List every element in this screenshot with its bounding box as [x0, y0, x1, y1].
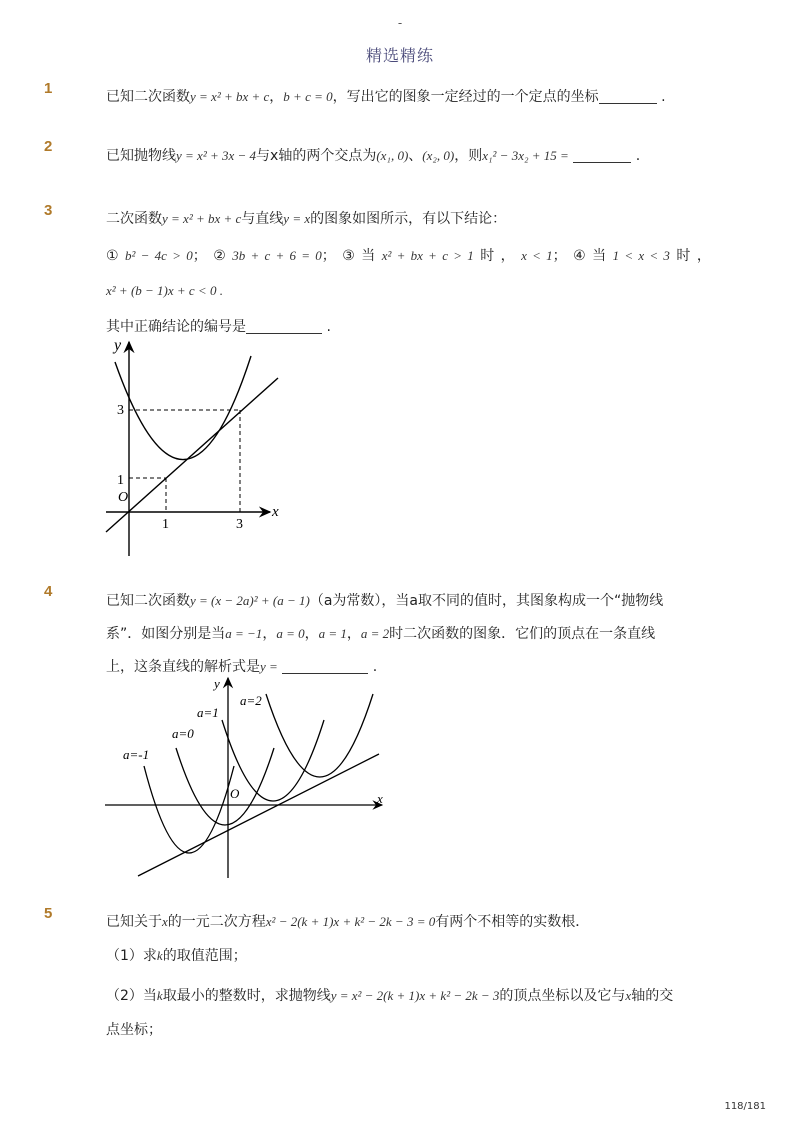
- q4-comma-2: ，: [304, 626, 319, 642]
- q3-line-y-equals-x: [106, 378, 278, 532]
- q4-value-a-2: a = 2: [360, 626, 390, 641]
- q3-conclusion-3-result: x < 1: [521, 248, 553, 263]
- q3-tick-y-1: 1: [117, 473, 124, 488]
- q2-text-a: 已知抛物线: [106, 148, 176, 164]
- q4-text-b: （a为常数），当a取不同的值时，其图象构成一个“抛物线: [309, 593, 664, 609]
- question-number-2: 2: [44, 138, 53, 155]
- q4-value-a-0: a = 0: [276, 626, 305, 641]
- q3-text-c: 的图象如图所示，有以下结论：: [310, 211, 507, 227]
- q3-when-1: 当: [361, 248, 376, 264]
- q3-time-2: 时: [676, 248, 691, 264]
- q5-part2-prefix: （2）当: [106, 988, 157, 1004]
- q2-text-c: ，则: [454, 148, 483, 164]
- q3-formula-parabola: y = x² + bx + c: [162, 211, 242, 226]
- q3-sep-1: ；: [192, 248, 207, 264]
- q3-period: .: [326, 319, 331, 335]
- q4-period: .: [372, 659, 378, 675]
- q3-sep-3: ；: [552, 248, 567, 264]
- q3-y-label: y: [114, 337, 122, 354]
- page-number: 118/181: [724, 1101, 766, 1112]
- q2-text-b: 与x轴的两个交点为: [256, 148, 377, 164]
- q1-comma: ，: [269, 89, 284, 105]
- question-5-line-4: 点坐标；: [106, 1022, 162, 1038]
- question-3-line-1: [106, 208, 506, 228]
- q4-label-a-0: a=0: [172, 726, 194, 741]
- q3-tick-y-3: 3: [117, 403, 124, 418]
- q5-variable-x-2: x: [625, 988, 632, 1003]
- q1-period: .: [661, 89, 666, 105]
- question-4-line-2: [106, 623, 655, 643]
- q3-circled-4: ④: [573, 248, 586, 264]
- question-3-line-4: [106, 316, 331, 336]
- q3-conclusion-3-condition: x² + bx + c > 1: [381, 248, 474, 263]
- question-1-text: [106, 86, 666, 106]
- q4-x-label: x: [377, 791, 383, 806]
- q3-text-b: 与直线: [241, 211, 284, 227]
- q5-part2-text-b: 的顶点坐标以及它与: [499, 988, 626, 1004]
- q3-parabola: [115, 356, 251, 460]
- q3-formula-line: y = x: [283, 211, 311, 226]
- page-title: 精选精练: [365, 46, 434, 65]
- q5-variable-k-2: k: [156, 988, 163, 1003]
- q4-text-e: 上，这条直线的解析式是: [106, 659, 260, 675]
- q4-text-a: 已知二次函数: [106, 593, 190, 609]
- question-5-line-1: [106, 911, 589, 931]
- question-number-3: 3: [44, 202, 53, 219]
- question-2-text: [106, 145, 640, 165]
- q4-formula-function: y = (x − 2a)² + (a − 1): [190, 593, 310, 608]
- q3-x-label: x: [272, 504, 279, 520]
- q1-text-a: 已知二次函数: [106, 89, 190, 105]
- q3-conclusion-2: 3b + c + 6 = 0: [232, 248, 322, 263]
- question-number-5: 5: [44, 905, 53, 922]
- q2-point-1: (x₁, 0): [376, 148, 409, 163]
- q3-conclusion-1: b² − 4c > 0: [125, 248, 193, 263]
- q2-formula-parabola: y = x² + 3x − 4: [176, 148, 257, 163]
- q5-part2-text-c: 轴的交: [631, 988, 674, 1004]
- q3-answer-blank[interactable]: [246, 319, 322, 334]
- q4-vertex-line: [138, 754, 379, 876]
- q3-text-a: 二次函数: [106, 211, 162, 227]
- question-number-4: 4: [44, 583, 53, 600]
- q4-y-label: y: [214, 676, 220, 691]
- question-5-line-2: [106, 945, 247, 965]
- q4-origin-label: O: [230, 786, 240, 801]
- question-5-line-3: [106, 985, 673, 1005]
- q2-separator: 、: [408, 148, 423, 164]
- q3-tick-x-3: 3: [236, 517, 243, 532]
- q4-label-a-2: a=2: [240, 693, 262, 708]
- q3-sep-2: ；: [321, 248, 336, 264]
- q4-comma-1: ，: [262, 626, 277, 642]
- q3-conclusion-4-result: x² + (b − 1)x + c < 0 .: [106, 283, 223, 298]
- q5-formula-parabola: y = x² − 2(k + 1)x + k² − 2k − 3: [330, 988, 500, 1003]
- q4-value-a-neg1: a = −1: [225, 626, 263, 641]
- q4-value-a-1: a = 1: [318, 626, 347, 641]
- q5-formula-equation: x² − 2(k + 1)x + k² − 2k − 3 = 0: [265, 914, 436, 929]
- q4-label-a-neg1: a=-1: [123, 747, 150, 762]
- q5-text-b: 的一元二次方程: [167, 914, 266, 930]
- q5-part1-prefix: （1）求: [106, 948, 157, 964]
- q3-circled-2: ②: [213, 248, 226, 264]
- q3-comma-2: ，: [696, 248, 711, 264]
- q3-circled-3: ③: [342, 248, 355, 264]
- q3-tick-x-1: 1: [162, 517, 169, 532]
- q5-variable-x: x: [162, 914, 168, 929]
- q3-when-2: 当: [592, 248, 607, 264]
- q1-text-b: ，写出它的图象一定经过的一个定点的坐标: [332, 89, 599, 105]
- q3-graph: [100, 334, 290, 560]
- q1-formula-condition: b + c = 0: [283, 89, 333, 104]
- q3-time-1: 时: [480, 248, 495, 264]
- question-3-line-3: [106, 283, 223, 299]
- q3-circled-1: ①: [106, 248, 119, 264]
- q4-graph: [100, 672, 400, 882]
- q2-answer-blank[interactable]: [573, 148, 631, 163]
- q3-origin-label: O: [118, 490, 129, 505]
- q4-parabola-a-neg1: [144, 766, 234, 853]
- question-3-line-2: [106, 245, 711, 265]
- q5-part2-text-a: 取最小的整数时，求抛物线: [162, 988, 331, 1004]
- q2-formula-expression: x₁² − 3x₂ + 15 =: [482, 148, 569, 163]
- q5-variable-k-1: k: [156, 948, 163, 963]
- q3-conclusion-4-condition: 1 < x < 3: [612, 248, 670, 263]
- q2-point-2: (x₂, 0): [422, 148, 455, 163]
- q4-text-c: 系”．如图分别是当: [106, 626, 226, 642]
- question-4-line-1: [106, 590, 663, 610]
- q3-prompt: 其中正确结论的编号是: [106, 319, 246, 335]
- q4-comma-3: ，: [346, 626, 361, 642]
- q2-period: .: [635, 148, 641, 164]
- q1-answer-blank[interactable]: [599, 89, 657, 104]
- question-number-1: 1: [44, 80, 53, 97]
- q4-parabola-a-0: [176, 748, 274, 825]
- header-dash: -: [397, 16, 403, 30]
- q3-comma-1: ，: [500, 248, 515, 264]
- q5-text-c: 有两个不相等的实数根．: [435, 914, 590, 930]
- q1-formula-function: y = x² + bx + c: [190, 89, 270, 104]
- q5-part1-suffix: 的取值范围；: [162, 948, 247, 964]
- q4-formula-answer-prefix: y =: [260, 659, 278, 674]
- q4-text-d: 时二次函数的图象．它们的顶点在一条直线: [389, 626, 656, 642]
- q4-label-a-1: a=1: [197, 705, 219, 720]
- q5-text-a: 已知关于: [106, 914, 162, 930]
